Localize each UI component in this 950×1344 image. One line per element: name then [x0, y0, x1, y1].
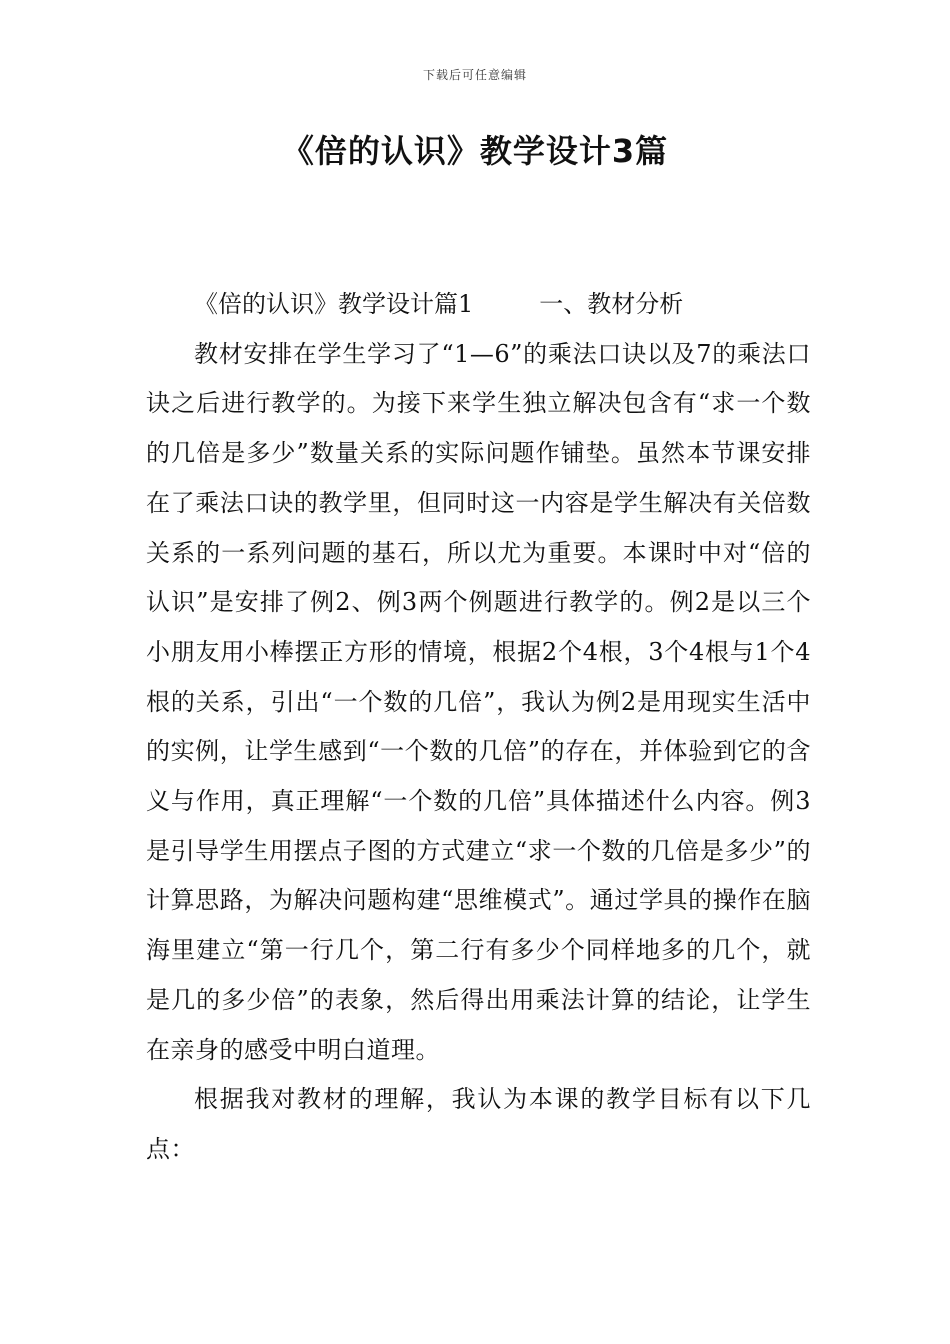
subsection-heading: 一、教材分析 — [539, 290, 684, 318]
paragraph-material-analysis: 教材安排在学生学习了“1—6”的乘法口诀以及7的乘法口诀之后进行教学的。为接下来学生独立解决包含有“求一个数的几倍是多少”数量关系的实际问题作铺垫。虽然本节课安排在了乘法口诀的教学里，但同时这一内容是学生解决有关倍数关系的一系列问题的基石，所以尤为重要。本课时中对“倍的认识”是安排了例2、例3两个例题进行教学的。例2是以三个小朋友用小棒摆正方形的情境，根据2个4根，3个4根与1个4根的关系，引出“一个数的几倍”，我认为例2是用现实生活中的实例，让学生感到“一个数的几倍”的存在，并体验到它的含义与作用，真正理解“一个数的几倍”具体描述什么内容。例3是引导学生用摆点子图的方式建立“求一个数的几倍是多少”的计算思路，为解决问题构建“思维模式”。通过学具的操作在脑海里建立“第一行几个，第二行有多少个同样地多的几个，就是几的多少倍”的表象，然后得出用乘法计算的结论，让学生在亲身的感受中明白道理。 — [146, 339, 811, 1064]
section-heading-line — [146, 280, 811, 330]
section-heading: 《倍的认识》教学设计篇1 — [194, 290, 474, 318]
header-note: 下载后可任意编辑 — [422, 68, 527, 82]
document-title: 《倍的认识》教学设计3篇 — [281, 132, 669, 170]
paragraph-teaching-goals: 根据我对教材的理解，我认为本课的教学目标有以下几点： — [146, 1085, 811, 1163]
document-body — [146, 280, 811, 1175]
